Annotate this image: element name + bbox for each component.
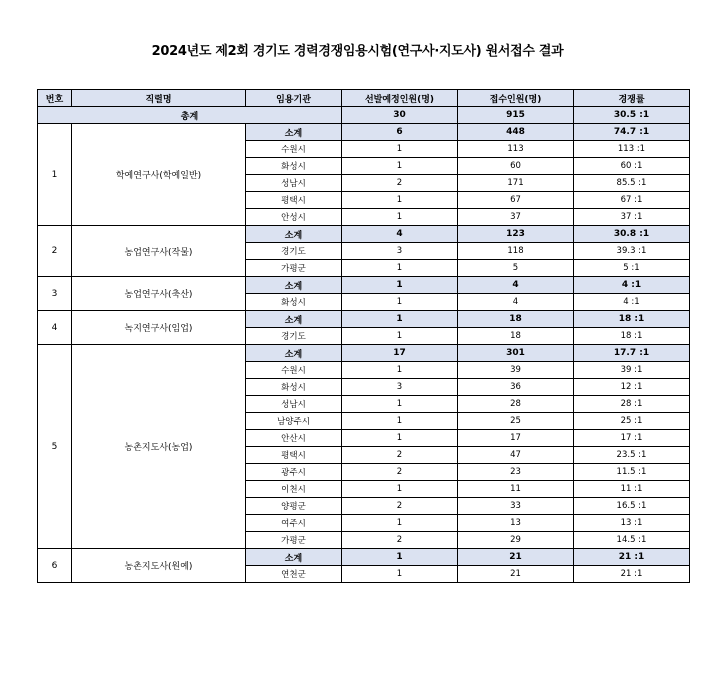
org-cell: 안성시	[246, 209, 342, 226]
ratio-cell: 18 :1	[574, 328, 690, 345]
subtotal-planned: 1	[342, 549, 458, 566]
applicants-cell: 67	[458, 192, 574, 209]
org-cell: 연천군	[246, 566, 342, 583]
ratio-cell: 14.5 :1	[574, 532, 690, 549]
group-number: 5	[38, 345, 72, 549]
subtotal-planned: 1	[342, 311, 458, 328]
applicants-cell: 25	[458, 413, 574, 430]
applicants-cell: 5	[458, 260, 574, 277]
org-cell: 양평군	[246, 498, 342, 515]
group-job-name: 농촌지도사(농업)	[72, 345, 246, 549]
total-planned: 30	[342, 107, 458, 124]
org-cell: 경기도	[246, 243, 342, 260]
subtotal-ratio: 17.7 :1	[574, 345, 690, 362]
total-label: 총계	[38, 107, 342, 124]
planned-cell: 1	[342, 141, 458, 158]
org-cell: 이천시	[246, 481, 342, 498]
ratio-cell: 25 :1	[574, 413, 690, 430]
planned-cell: 3	[342, 243, 458, 260]
org-cell: 화성시	[246, 294, 342, 311]
planned-cell: 1	[342, 413, 458, 430]
ratio-cell: 60 :1	[574, 158, 690, 175]
org-cell: 수원시	[246, 141, 342, 158]
subtotal-row	[38, 226, 690, 243]
planned-cell: 1	[342, 192, 458, 209]
subtotal-ratio: 74.7 :1	[574, 124, 690, 141]
planned-cell: 2	[342, 464, 458, 481]
org-cell: 광주시	[246, 464, 342, 481]
group-job-name: 학예연구사(학예일반)	[72, 124, 246, 226]
ratio-cell: 85.5 :1	[574, 175, 690, 192]
org-cell: 안산시	[246, 430, 342, 447]
ratio-cell: 16.5 :1	[574, 498, 690, 515]
subtotal-row	[38, 277, 690, 294]
subtotal-planned: 6	[342, 124, 458, 141]
total-row	[38, 107, 690, 124]
org-cell: 평택시	[246, 192, 342, 209]
org-cell: 남양주시	[246, 413, 342, 430]
subtotal-planned: 1	[342, 277, 458, 294]
header-ratio: 경쟁률	[574, 90, 690, 107]
applicants-cell: 33	[458, 498, 574, 515]
applicants-cell: 18	[458, 328, 574, 345]
org-cell: 성남시	[246, 396, 342, 413]
org-cell: 성남시	[246, 175, 342, 192]
ratio-cell: 37 :1	[574, 209, 690, 226]
planned-cell: 1	[342, 209, 458, 226]
subtotal-ratio: 21 :1	[574, 549, 690, 566]
subtotal-applicants: 18	[458, 311, 574, 328]
applicants-cell: 60	[458, 158, 574, 175]
subtotal-ratio: 18 :1	[574, 311, 690, 328]
header-no: 번호	[38, 90, 72, 107]
planned-cell: 1	[342, 260, 458, 277]
subtotal-row	[38, 345, 690, 362]
results-table	[37, 89, 690, 583]
group-job-name: 농업연구사(작물)	[72, 226, 246, 277]
org-cell: 수원시	[246, 362, 342, 379]
applicants-cell: 118	[458, 243, 574, 260]
planned-cell: 1	[342, 158, 458, 175]
subtotal-label: 소계	[246, 345, 342, 362]
subtotal-label: 소계	[246, 549, 342, 566]
applicants-cell: 28	[458, 396, 574, 413]
applicants-cell: 39	[458, 362, 574, 379]
ratio-cell: 28 :1	[574, 396, 690, 413]
ratio-cell: 113 :1	[574, 141, 690, 158]
header-job: 직렬명	[72, 90, 246, 107]
applicants-cell: 37	[458, 209, 574, 226]
applicants-cell: 36	[458, 379, 574, 396]
total-applicants: 915	[458, 107, 574, 124]
group-number: 2	[38, 226, 72, 277]
group-number: 1	[38, 124, 72, 226]
org-cell: 경기도	[246, 328, 342, 345]
ratio-cell: 5 :1	[574, 260, 690, 277]
subtotal-applicants: 448	[458, 124, 574, 141]
subtotal-label: 소계	[246, 226, 342, 243]
applicants-cell: 11	[458, 481, 574, 498]
applicants-cell: 171	[458, 175, 574, 192]
planned-cell: 3	[342, 379, 458, 396]
group-number: 4	[38, 311, 72, 345]
ratio-cell: 13 :1	[574, 515, 690, 532]
subtotal-applicants: 301	[458, 345, 574, 362]
org-cell: 화성시	[246, 158, 342, 175]
org-cell: 여주시	[246, 515, 342, 532]
org-cell: 화성시	[246, 379, 342, 396]
applicants-cell: 29	[458, 532, 574, 549]
subtotal-ratio: 30.8 :1	[574, 226, 690, 243]
ratio-cell: 67 :1	[574, 192, 690, 209]
group-number: 3	[38, 277, 72, 311]
subtotal-row	[38, 311, 690, 328]
planned-cell: 1	[342, 328, 458, 345]
header-applicants: 접수인원(명)	[458, 90, 574, 107]
org-cell: 가평군	[246, 260, 342, 277]
subtotal-row	[38, 124, 690, 141]
applicants-cell: 17	[458, 430, 574, 447]
planned-cell: 1	[342, 515, 458, 532]
subtotal-applicants: 123	[458, 226, 574, 243]
planned-cell: 2	[342, 498, 458, 515]
group-job-name: 농촌지도사(원예)	[72, 549, 246, 583]
subtotal-ratio: 4 :1	[574, 277, 690, 294]
subtotal-applicants: 21	[458, 549, 574, 566]
ratio-cell: 17 :1	[574, 430, 690, 447]
ratio-cell: 39 :1	[574, 362, 690, 379]
subtotal-label: 소계	[246, 124, 342, 141]
applicants-cell: 21	[458, 566, 574, 583]
ratio-cell: 23.5 :1	[574, 447, 690, 464]
planned-cell: 2	[342, 532, 458, 549]
planned-cell: 1	[342, 481, 458, 498]
subtotal-applicants: 4	[458, 277, 574, 294]
subtotal-row	[38, 549, 690, 566]
applicants-cell: 13	[458, 515, 574, 532]
subtotal-planned: 17	[342, 345, 458, 362]
planned-cell: 1	[342, 430, 458, 447]
ratio-cell: 39.3 :1	[574, 243, 690, 260]
planned-cell: 1	[342, 396, 458, 413]
group-job-name: 녹지연구사(임업)	[72, 311, 246, 345]
group-job-name: 농업연구사(축산)	[72, 277, 246, 311]
subtotal-label: 소계	[246, 277, 342, 294]
total-ratio: 30.5 :1	[574, 107, 690, 124]
subtotal-label: 소계	[246, 311, 342, 328]
header-planned: 선발예정인원(명)	[342, 90, 458, 107]
org-cell: 가평군	[246, 532, 342, 549]
planned-cell: 1	[342, 566, 458, 583]
applicants-cell: 23	[458, 464, 574, 481]
planned-cell: 2	[342, 175, 458, 192]
planned-cell: 1	[342, 362, 458, 379]
subtotal-planned: 4	[342, 226, 458, 243]
org-cell: 평택시	[246, 447, 342, 464]
ratio-cell: 11 :1	[574, 481, 690, 498]
page-title: 2024년도 제2회 경기도 경력경쟁임용시험(연구사·지도사) 원서접수 결과	[151, 44, 564, 59]
applicants-cell: 113	[458, 141, 574, 158]
header-org: 임용기관	[246, 90, 342, 107]
group-number: 6	[38, 549, 72, 583]
planned-cell: 2	[342, 447, 458, 464]
planned-cell: 1	[342, 294, 458, 311]
ratio-cell: 11.5 :1	[574, 464, 690, 481]
header-row	[38, 90, 690, 107]
ratio-cell: 4 :1	[574, 294, 690, 311]
applicants-cell: 4	[458, 294, 574, 311]
applicants-cell: 47	[458, 447, 574, 464]
ratio-cell: 21 :1	[574, 566, 690, 583]
ratio-cell: 12 :1	[574, 379, 690, 396]
